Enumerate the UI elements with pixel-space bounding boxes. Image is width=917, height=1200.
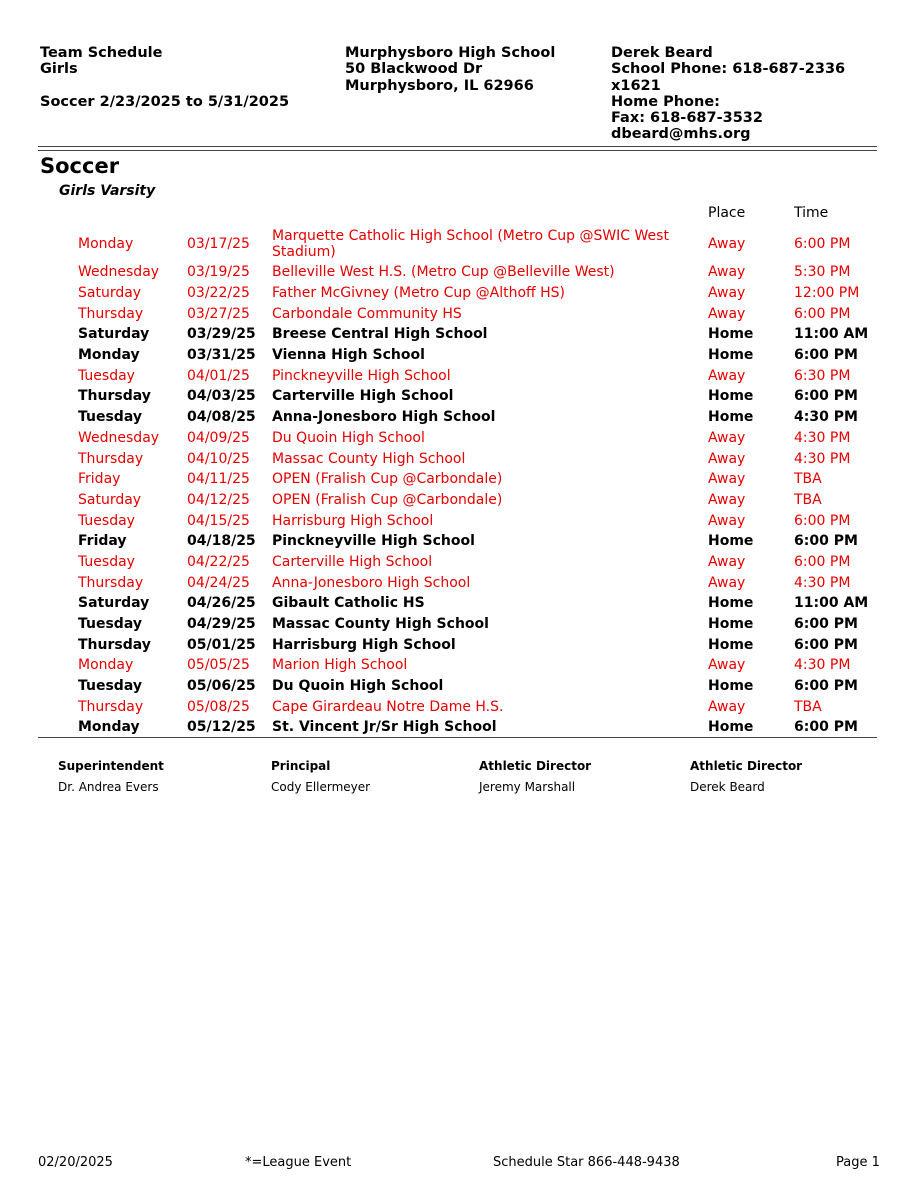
- table-row: [0, 262, 917, 283]
- header-season: Soccer 2/23/2025 to 5/31/2025: [40, 93, 290, 110]
- table-row: [0, 303, 917, 324]
- game-date: 05/06/25: [187, 678, 256, 695]
- game-date: 03/22/25: [187, 285, 250, 302]
- game-time: 11:00 AM: [794, 595, 869, 612]
- game-day: Saturday: [78, 285, 142, 302]
- game-place: Away: [708, 491, 746, 508]
- game-place: Away: [708, 698, 746, 715]
- signature-athletic-director-1: [479, 759, 591, 794]
- game-day: Tuesday: [78, 512, 135, 529]
- game-date: 04/15/25: [187, 512, 250, 529]
- game-place: Away: [708, 429, 746, 446]
- game-day: Wednesday: [78, 429, 160, 446]
- game-time: 6:00 PM: [794, 616, 858, 633]
- game-time: 6:00 PM: [794, 388, 858, 405]
- game-date: 04/03/25: [187, 388, 256, 405]
- game-place: Away: [708, 657, 746, 674]
- game-opponent: Carterville High School: [272, 553, 433, 570]
- game-opponent: OPEN (Fralish Cup @Carbondale): [272, 471, 503, 488]
- game-opponent: St. Vincent Jr/Sr High School: [272, 719, 497, 736]
- column-header-time: Time: [794, 205, 829, 221]
- game-place: Away: [708, 367, 746, 384]
- game-day: Monday: [78, 235, 134, 252]
- game-day: Thursday: [78, 305, 144, 322]
- game-opponent: Harrisburg High School: [272, 512, 434, 529]
- game-day: Monday: [78, 657, 134, 674]
- footer-date: 02/20/2025: [38, 1155, 113, 1170]
- signature-superintendent: [58, 759, 164, 794]
- game-day: Thursday: [78, 450, 144, 467]
- game-day: Tuesday: [78, 367, 135, 384]
- table-row: [0, 593, 917, 614]
- game-time: 4:30 PM: [794, 450, 851, 467]
- game-opponent: Harrisburg High School: [272, 636, 456, 653]
- table-row: [0, 552, 917, 573]
- game-day: Tuesday: [78, 678, 142, 695]
- game-opponent: Marquette Catholic High School (Metro Cup @SWIC West Stadium): [272, 227, 669, 260]
- game-day: Tuesday: [78, 616, 142, 633]
- game-opponent: Pinckneyville High School: [272, 533, 475, 550]
- game-time: 5:30 PM: [794, 264, 851, 281]
- game-time: 6:00 PM: [794, 719, 858, 736]
- signature-title: Athletic Director: [479, 759, 592, 773]
- game-opponent: Anna-Jonesboro High School: [272, 409, 496, 426]
- table-row: [0, 676, 917, 697]
- game-day: Wednesday: [78, 264, 160, 281]
- game-date: 04/24/25: [187, 574, 250, 591]
- game-date: 03/29/25: [187, 326, 256, 343]
- table-row: [0, 469, 917, 490]
- game-time: 6:00 PM: [794, 235, 851, 252]
- game-date: 05/08/25: [187, 698, 250, 715]
- game-time: TBA: [794, 471, 822, 488]
- game-day: Thursday: [78, 574, 144, 591]
- table-row: [0, 490, 917, 511]
- game-time: 11:00 AM: [794, 326, 869, 343]
- game-time: 6:00 PM: [794, 678, 858, 695]
- game-date: 04/11/25: [187, 471, 250, 488]
- game-opponent: Marion High School: [272, 657, 408, 674]
- game-place: Away: [708, 264, 746, 281]
- signature-title: Principal: [271, 759, 331, 773]
- contact-home-phone: Home Phone:: [611, 93, 720, 110]
- game-opponent: Massac County High School: [272, 450, 466, 467]
- signature-title: Superintendent: [58, 759, 164, 773]
- game-date: 04/12/25: [187, 491, 250, 508]
- footer-legend: *=League Event: [245, 1155, 352, 1170]
- game-time: 6:00 PM: [794, 533, 858, 550]
- game-place: Away: [708, 305, 746, 322]
- game-day: Thursday: [78, 388, 151, 405]
- game-date: 04/29/25: [187, 616, 256, 633]
- game-place: Home: [708, 388, 754, 405]
- game-date: 04/08/25: [187, 409, 256, 426]
- game-day: Tuesday: [78, 553, 135, 570]
- sport-title: Soccer: [40, 154, 120, 178]
- game-place: Home: [708, 636, 754, 653]
- table-row: [0, 386, 917, 407]
- table-row: [0, 345, 917, 366]
- game-opponent: Anna-Jonesboro High School: [272, 574, 471, 591]
- game-opponent: Vienna High School: [272, 347, 425, 364]
- game-time: 4:30 PM: [794, 409, 858, 426]
- signature-athletic-director-2: [690, 759, 802, 794]
- school-address-line1: 50 Blackwood Dr: [345, 61, 483, 78]
- game-day: Saturday: [78, 326, 150, 343]
- game-time: 4:30 PM: [794, 574, 851, 591]
- game-time: 4:30 PM: [794, 429, 851, 446]
- table-row: [0, 572, 917, 593]
- game-opponent: Pinckneyville High School: [272, 367, 451, 384]
- game-day: Saturday: [78, 491, 142, 508]
- table-row: [0, 717, 917, 738]
- game-day: Friday: [78, 533, 127, 550]
- header-team-info: [40, 45, 289, 110]
- game-day: Friday: [78, 471, 121, 488]
- schedule-bottom-divider: [38, 737, 877, 738]
- game-time: 6:00 PM: [794, 553, 851, 570]
- signature-name: Jeremy Marshall: [479, 780, 576, 794]
- game-place: Home: [708, 347, 754, 364]
- game-time: TBA: [794, 491, 822, 508]
- signature-name: Dr. Andrea Evers: [58, 780, 159, 794]
- game-time: 12:00 PM: [794, 285, 860, 302]
- game-day: Monday: [78, 347, 140, 364]
- game-place: Home: [708, 719, 754, 736]
- contact-school-phone: School Phone: 618-687-2336: [611, 61, 846, 78]
- game-place: Away: [708, 553, 746, 570]
- game-place: Away: [708, 285, 746, 302]
- game-day: Monday: [78, 719, 140, 736]
- game-time: 6:00 PM: [794, 512, 851, 529]
- table-row: [0, 531, 917, 552]
- game-place: Home: [708, 533, 754, 550]
- game-day: Thursday: [78, 698, 144, 715]
- table-row: [0, 283, 917, 304]
- game-date: 05/05/25: [187, 657, 250, 674]
- game-opponent: Cape Girardeau Notre Dame H.S.: [272, 698, 504, 715]
- signature-principal: [271, 759, 370, 794]
- game-opponent: Du Quoin High School: [272, 678, 444, 695]
- game-opponent: Carterville High School: [272, 388, 454, 405]
- table-row: [0, 324, 917, 345]
- game-time: 6:30 PM: [794, 367, 851, 384]
- school-name: Murphysboro High School: [345, 45, 556, 61]
- game-day: Tuesday: [78, 409, 142, 426]
- table-row: [0, 407, 917, 428]
- game-date: 04/26/25: [187, 595, 256, 612]
- contact-fax: Fax: 618-687-3532: [611, 110, 763, 127]
- header-title: Team Schedule: [40, 45, 163, 61]
- game-opponent: Breese Central High School: [272, 326, 488, 343]
- game-place: Home: [708, 409, 754, 426]
- footer-vendor: Schedule Star 866-448-9438: [493, 1155, 680, 1170]
- game-date: 05/01/25: [187, 636, 256, 653]
- table-row: [0, 428, 917, 449]
- contact-name: Derek Beard: [611, 45, 713, 61]
- game-place: Away: [708, 471, 746, 488]
- game-place: Home: [708, 678, 754, 695]
- header-school-info: [345, 45, 555, 94]
- game-date: 04/01/25: [187, 367, 250, 384]
- schedule-table: [0, 225, 917, 738]
- game-place: Away: [708, 235, 746, 252]
- game-date: 04/18/25: [187, 533, 256, 550]
- game-day: Saturday: [78, 595, 150, 612]
- game-time: 4:30 PM: [794, 657, 851, 674]
- game-date: 05/12/25: [187, 719, 256, 736]
- game-place: Home: [708, 326, 754, 343]
- table-row: [0, 510, 917, 531]
- game-day: Thursday: [78, 636, 151, 653]
- game-place: Away: [708, 450, 746, 467]
- game-time: 6:00 PM: [794, 347, 858, 364]
- game-date: 04/09/25: [187, 429, 250, 446]
- game-date: 03/31/25: [187, 347, 256, 364]
- table-row: [0, 655, 917, 676]
- game-date: 03/27/25: [187, 305, 250, 322]
- contact-email: dbeard@mhs.org: [611, 126, 751, 143]
- game-date: 04/22/25: [187, 553, 250, 570]
- game-date: 03/17/25: [187, 235, 250, 252]
- table-row: [0, 448, 917, 469]
- school-address-line2: Murphysboro, IL 62966: [345, 77, 534, 94]
- game-place: Away: [708, 512, 746, 529]
- table-row: [0, 614, 917, 635]
- signature-title: Athletic Director: [690, 759, 803, 773]
- game-opponent: Du Quoin High School: [272, 429, 425, 446]
- game-place: Home: [708, 595, 754, 612]
- game-opponent: Carbondale Community HS: [272, 305, 462, 322]
- game-time: TBA: [794, 698, 822, 715]
- column-header-place: Place: [708, 205, 746, 221]
- header-divider-top: [38, 146, 877, 147]
- game-opponent: Father McGivney (Metro Cup @Althoff HS): [272, 285, 566, 302]
- contact-extension: x1621: [611, 77, 661, 94]
- game-place: Away: [708, 574, 746, 591]
- signature-name: Cody Ellermeyer: [271, 780, 371, 794]
- game-opponent: Massac County High School: [272, 616, 489, 633]
- game-date: 04/10/25: [187, 450, 250, 467]
- game-opponent: Gibault Catholic HS: [272, 595, 425, 612]
- header-contact-info: [611, 45, 845, 143]
- game-opponent: OPEN (Fralish Cup @Carbondale): [272, 491, 503, 508]
- game-opponent: Belleville West H.S. (Metro Cup @Belleville West): [272, 264, 615, 281]
- signature-name: Derek Beard: [690, 780, 765, 794]
- header-gender: Girls: [40, 61, 78, 78]
- game-time: 6:00 PM: [794, 305, 851, 322]
- game-place: Home: [708, 616, 754, 633]
- level-title: Girls Varsity: [59, 183, 156, 199]
- table-row: [0, 225, 917, 262]
- table-row: [0, 634, 917, 655]
- header-divider-bottom: [38, 150, 877, 151]
- footer-page: Page 1: [836, 1155, 880, 1170]
- table-row: [0, 696, 917, 717]
- game-date: 03/19/25: [187, 264, 250, 281]
- game-time: 6:00 PM: [794, 636, 858, 653]
- table-row: [0, 365, 917, 386]
